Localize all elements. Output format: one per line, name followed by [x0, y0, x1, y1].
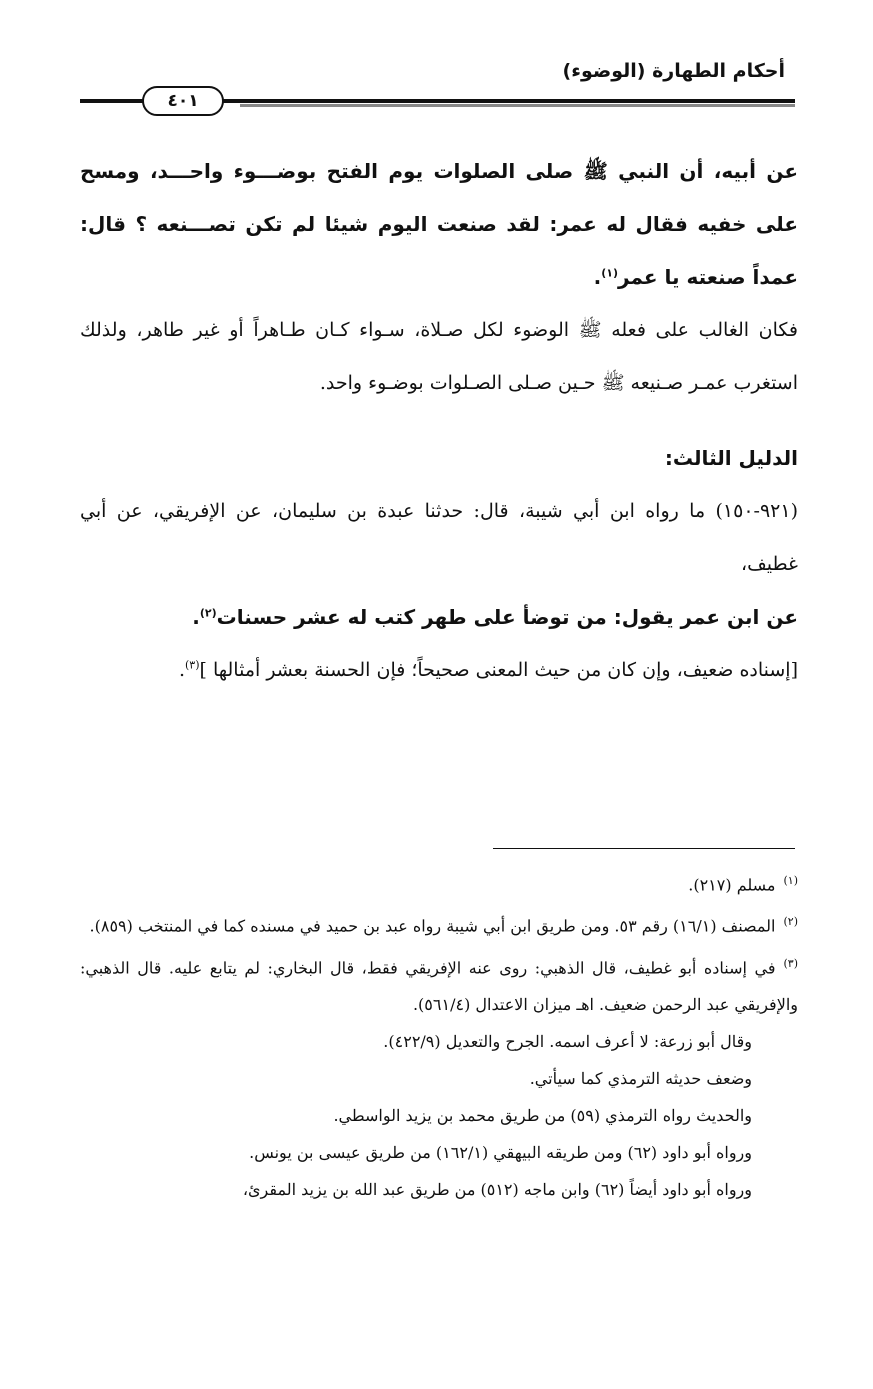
footnote-2-text: المصنف (١٦/١) رقم ٥٣. ومن طريق ابن أبي شيبة رواه عبد بن حميد في مسنده كما في المنتخب (٨٥٩). — [89, 916, 776, 936]
athar-text-end: . — [192, 605, 200, 629]
hadith-text-end: . — [593, 265, 602, 289]
footnote-1-text: مسلم (٢١٧). — [688, 875, 776, 895]
grading-text: [إسناده ضعيف، وإن كان من حيث المعنى صحيحاً؛ فإن الحسنة بعشر أمثالها ] — [199, 659, 798, 681]
hadith-text — [80, 145, 798, 304]
footnote-3-line-3: وضعف حديثه الترمذي كما سيأتي. — [529, 1068, 752, 1088]
footnotes — [80, 862, 798, 1208]
isnad-paragraph: (٩٢١-١٥٠) ما رواه ابن أبي شيبة، قال: حدثنا عبدة بن سليمان، عن الإفريقي، عن أبي غطيف، — [80, 500, 798, 575]
athar-text-body: عن ابن عمر يقول: من توضأ على طهر كتب له عشر حسنات — [216, 605, 798, 629]
footnote-2 — [80, 903, 798, 944]
footnote-separator — [493, 848, 795, 849]
footnote-1 — [80, 862, 798, 903]
footnote-ref-1[interactable]: (١) — [601, 266, 619, 280]
footnote-3-text: في إسناده أبو غطيف، قال الذهبي: روى عنه الإفريقي فقط، قال البخاري: لم يتابع عليه. قال الذهبي: والإفريقي عبد الرحمن ضعيف. اهـ ميزان الاعتدال (٥٦١/٤). — [80, 957, 798, 1014]
footnote-ref-2[interactable]: (٢) — [199, 606, 217, 620]
footnote-2-number: (٢) — [783, 915, 798, 929]
hadith-text-body: عن أبيه، أن النبي ﷺ صلى الصلوات يوم الفتح بوضـــوء واحـــد، ومسح على خفيه فقال له عمر: لقد صنعت اليوم شيئا لم تكن تصـــنعه ؟ قال: عمداً صنعته يا عمر — [80, 159, 798, 289]
footnote-3 — [80, 945, 798, 1023]
footnote-1-number: (١) — [783, 874, 798, 887]
main-text — [80, 145, 798, 697]
footnote-3-line-5: ورواه أبو داود (٦٢) ومن طريقه البيهقي (١٦٢/١) من طريق عيسى بن يونس. — [249, 1142, 752, 1162]
section-heading: الدليل الثالث: — [664, 446, 798, 470]
footnote-3-line-2: وقال أبو زرعة: لا أعرف اسمه. الجرح والتعديل (٤٢٢/٩). — [383, 1031, 752, 1051]
footnote-3-line-4: والحديث رواه الترمذي (٥٩) من طريق محمد بن يزيد الواسطي. — [333, 1105, 752, 1125]
athar-text — [80, 591, 798, 644]
footnote-3-line-6: ورواه أبو داود أيضاً (٦٢) وابن ماجه (٥١٢) من طريق عبد الله بن يزيد المقرئ، — [242, 1179, 752, 1199]
footnote-ref-3[interactable]: (٣) — [185, 658, 200, 672]
grading-end: . — [178, 659, 185, 681]
footnote-3-number: (٣) — [783, 956, 798, 970]
commentary-paragraph: فكان الغالب على فعله ﷺ الوضوء لكل صـلاة، سـواء كـان طـاهراً أو غير طاهر، ولذلك استغرب عمـر صـنيعه ﷺ حـين صـلى الصـلوات بوضـوء واحد. — [80, 319, 798, 394]
page-number: ٤٠١ — [142, 86, 224, 116]
running-header: أحكام الطهارة (الوضوء) — [562, 60, 785, 82]
grading-paragraph — [80, 644, 798, 697]
